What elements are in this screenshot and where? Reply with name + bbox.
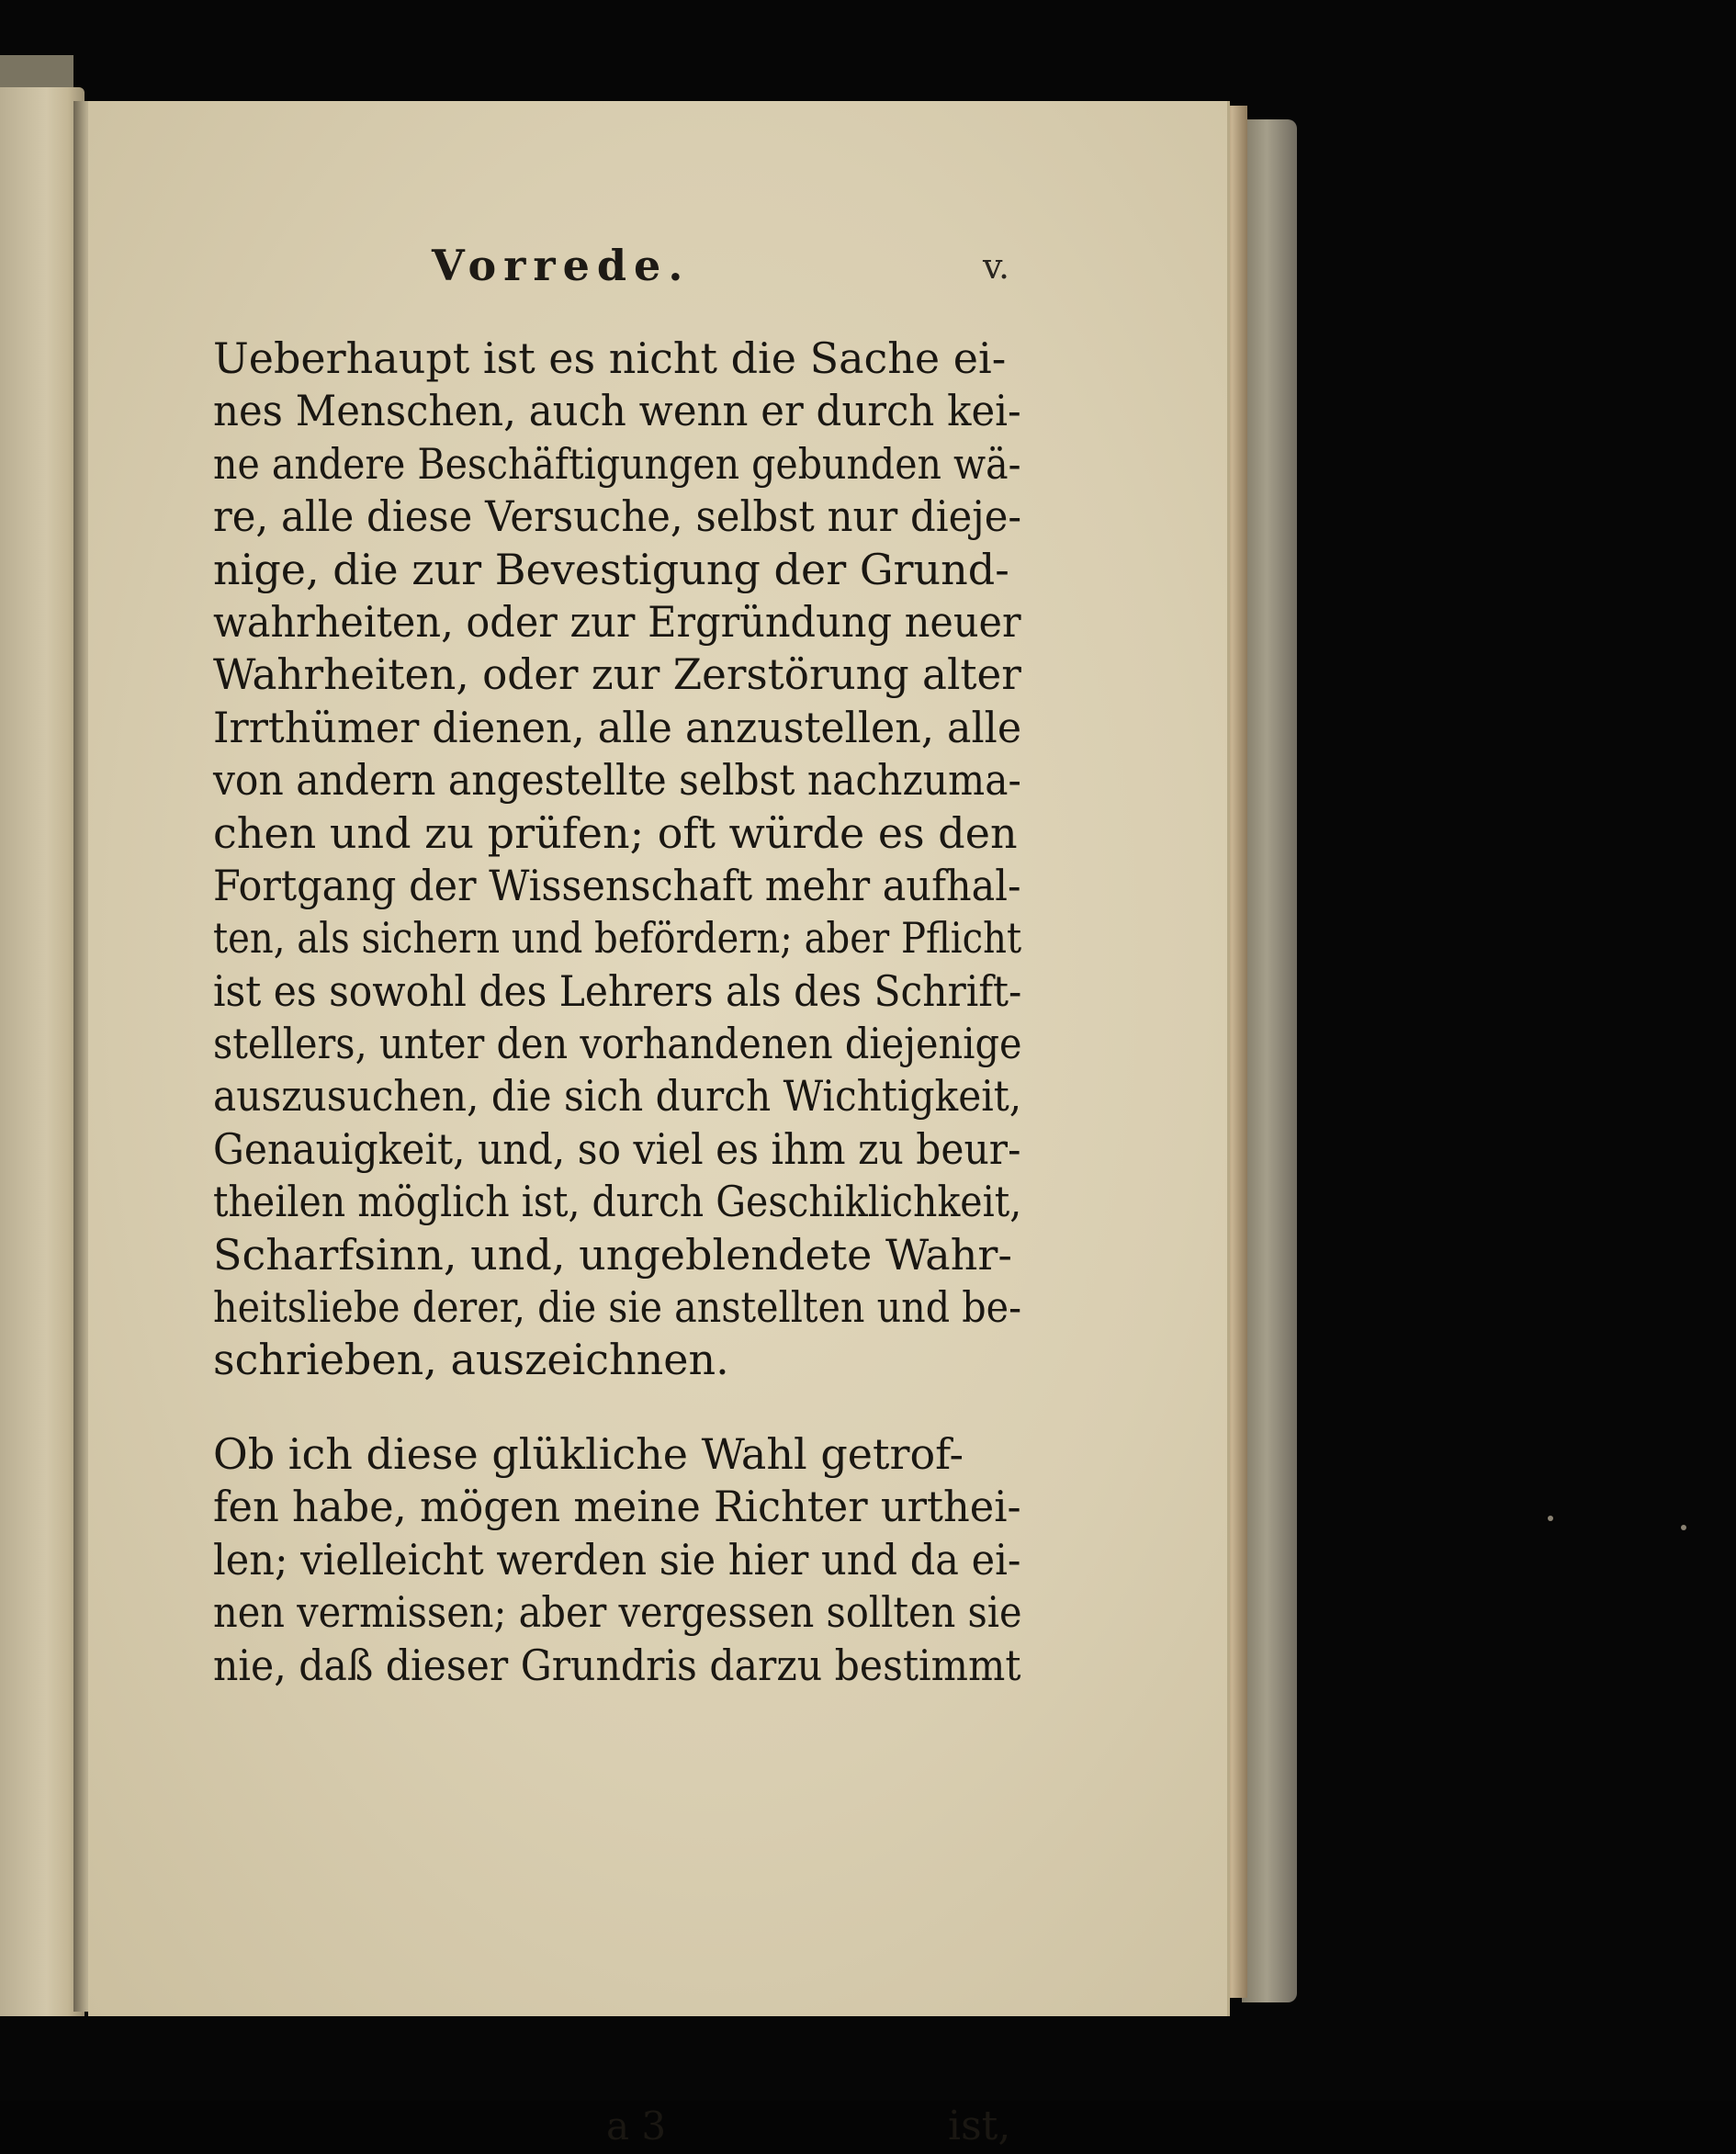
- signature-mark: a 3: [606, 2103, 667, 2148]
- text-line: Scharfsinn, und, ungeblendete Wahr-: [213, 1229, 1012, 1280]
- text-line: stellers, unter den vorhandenen diejenige: [213, 1019, 1022, 1069]
- text-line: von andern angestellte selbst nachzuma-: [213, 755, 1021, 806]
- text-line: ne andere Beschäftigungen gebunden wä-: [213, 438, 1021, 489]
- text-line: Fortgang der Wissenschaft mehr aufhal-: [213, 860, 1021, 910]
- text-line: heitsliebe derer, die sie anstellten und be-: [213, 1282, 1022, 1333]
- text-line: nige, die zur Bevestigung der Grund-: [213, 544, 1009, 594]
- dust-speck: [1548, 1516, 1553, 1521]
- text-line: nes Menschen, auch wenn er durch kei-: [213, 386, 1021, 436]
- text-line: chen und zu prüfen; oft würde es den: [213, 807, 1018, 858]
- text-line: Irrthümer dienen, alle anzustellen, alle: [213, 702, 1022, 752]
- dust-speck: [1681, 1525, 1686, 1530]
- catchword: ist,: [948, 2103, 1011, 2149]
- text-line: schrieben, auszeichnen.: [213, 1335, 729, 1385]
- text-line: nen vermissen; aber vergessen sollten sie: [213, 1587, 1022, 1638]
- text-line: Genauigkeit, und, so viel es ihm zu beur-: [213, 1123, 1021, 1174]
- text-line: re, alle diese Versuche, selbst nur dieje-: [213, 491, 1022, 542]
- paragraph-2: [213, 1428, 1021, 1692]
- running-head: Vorrede.: [432, 241, 691, 290]
- facing-page-edge: [0, 87, 85, 2016]
- text-line: theilen möglich ist, durch Geschiklichkeit,: [213, 1177, 1022, 1227]
- text-line: nie, daß dieser Grundris darzu bestimmt: [213, 1640, 1021, 1690]
- paragraph-1: [213, 333, 1021, 1387]
- text-line: wahrheiten, oder zur Ergründung neuer: [213, 596, 1021, 647]
- text-line: fen habe, mögen meine Richter urthei-: [213, 1482, 1021, 1532]
- text-line: len; vielleicht werden sie hier und da ei-: [213, 1534, 1021, 1584]
- page-number: v.: [983, 246, 1010, 287]
- text-line: auszusuchen, die sich durch Wichtigkeit,: [213, 1071, 1022, 1122]
- text-line: Ueberhaupt ist es nicht die Sache ei-: [213, 333, 1007, 383]
- text-line: Wahrheiten, oder zur Zerstörung alter: [213, 649, 1021, 700]
- book-binding: [1242, 119, 1297, 2002]
- text-line: ten, als sichern und befördern; aber Pflicht: [213, 913, 1022, 964]
- text-line: ist es sowohl des Lehrers als des Schrift-: [213, 965, 1022, 1016]
- text-line: Ob ich diese glükliche Wahl getrof-: [213, 1429, 964, 1479]
